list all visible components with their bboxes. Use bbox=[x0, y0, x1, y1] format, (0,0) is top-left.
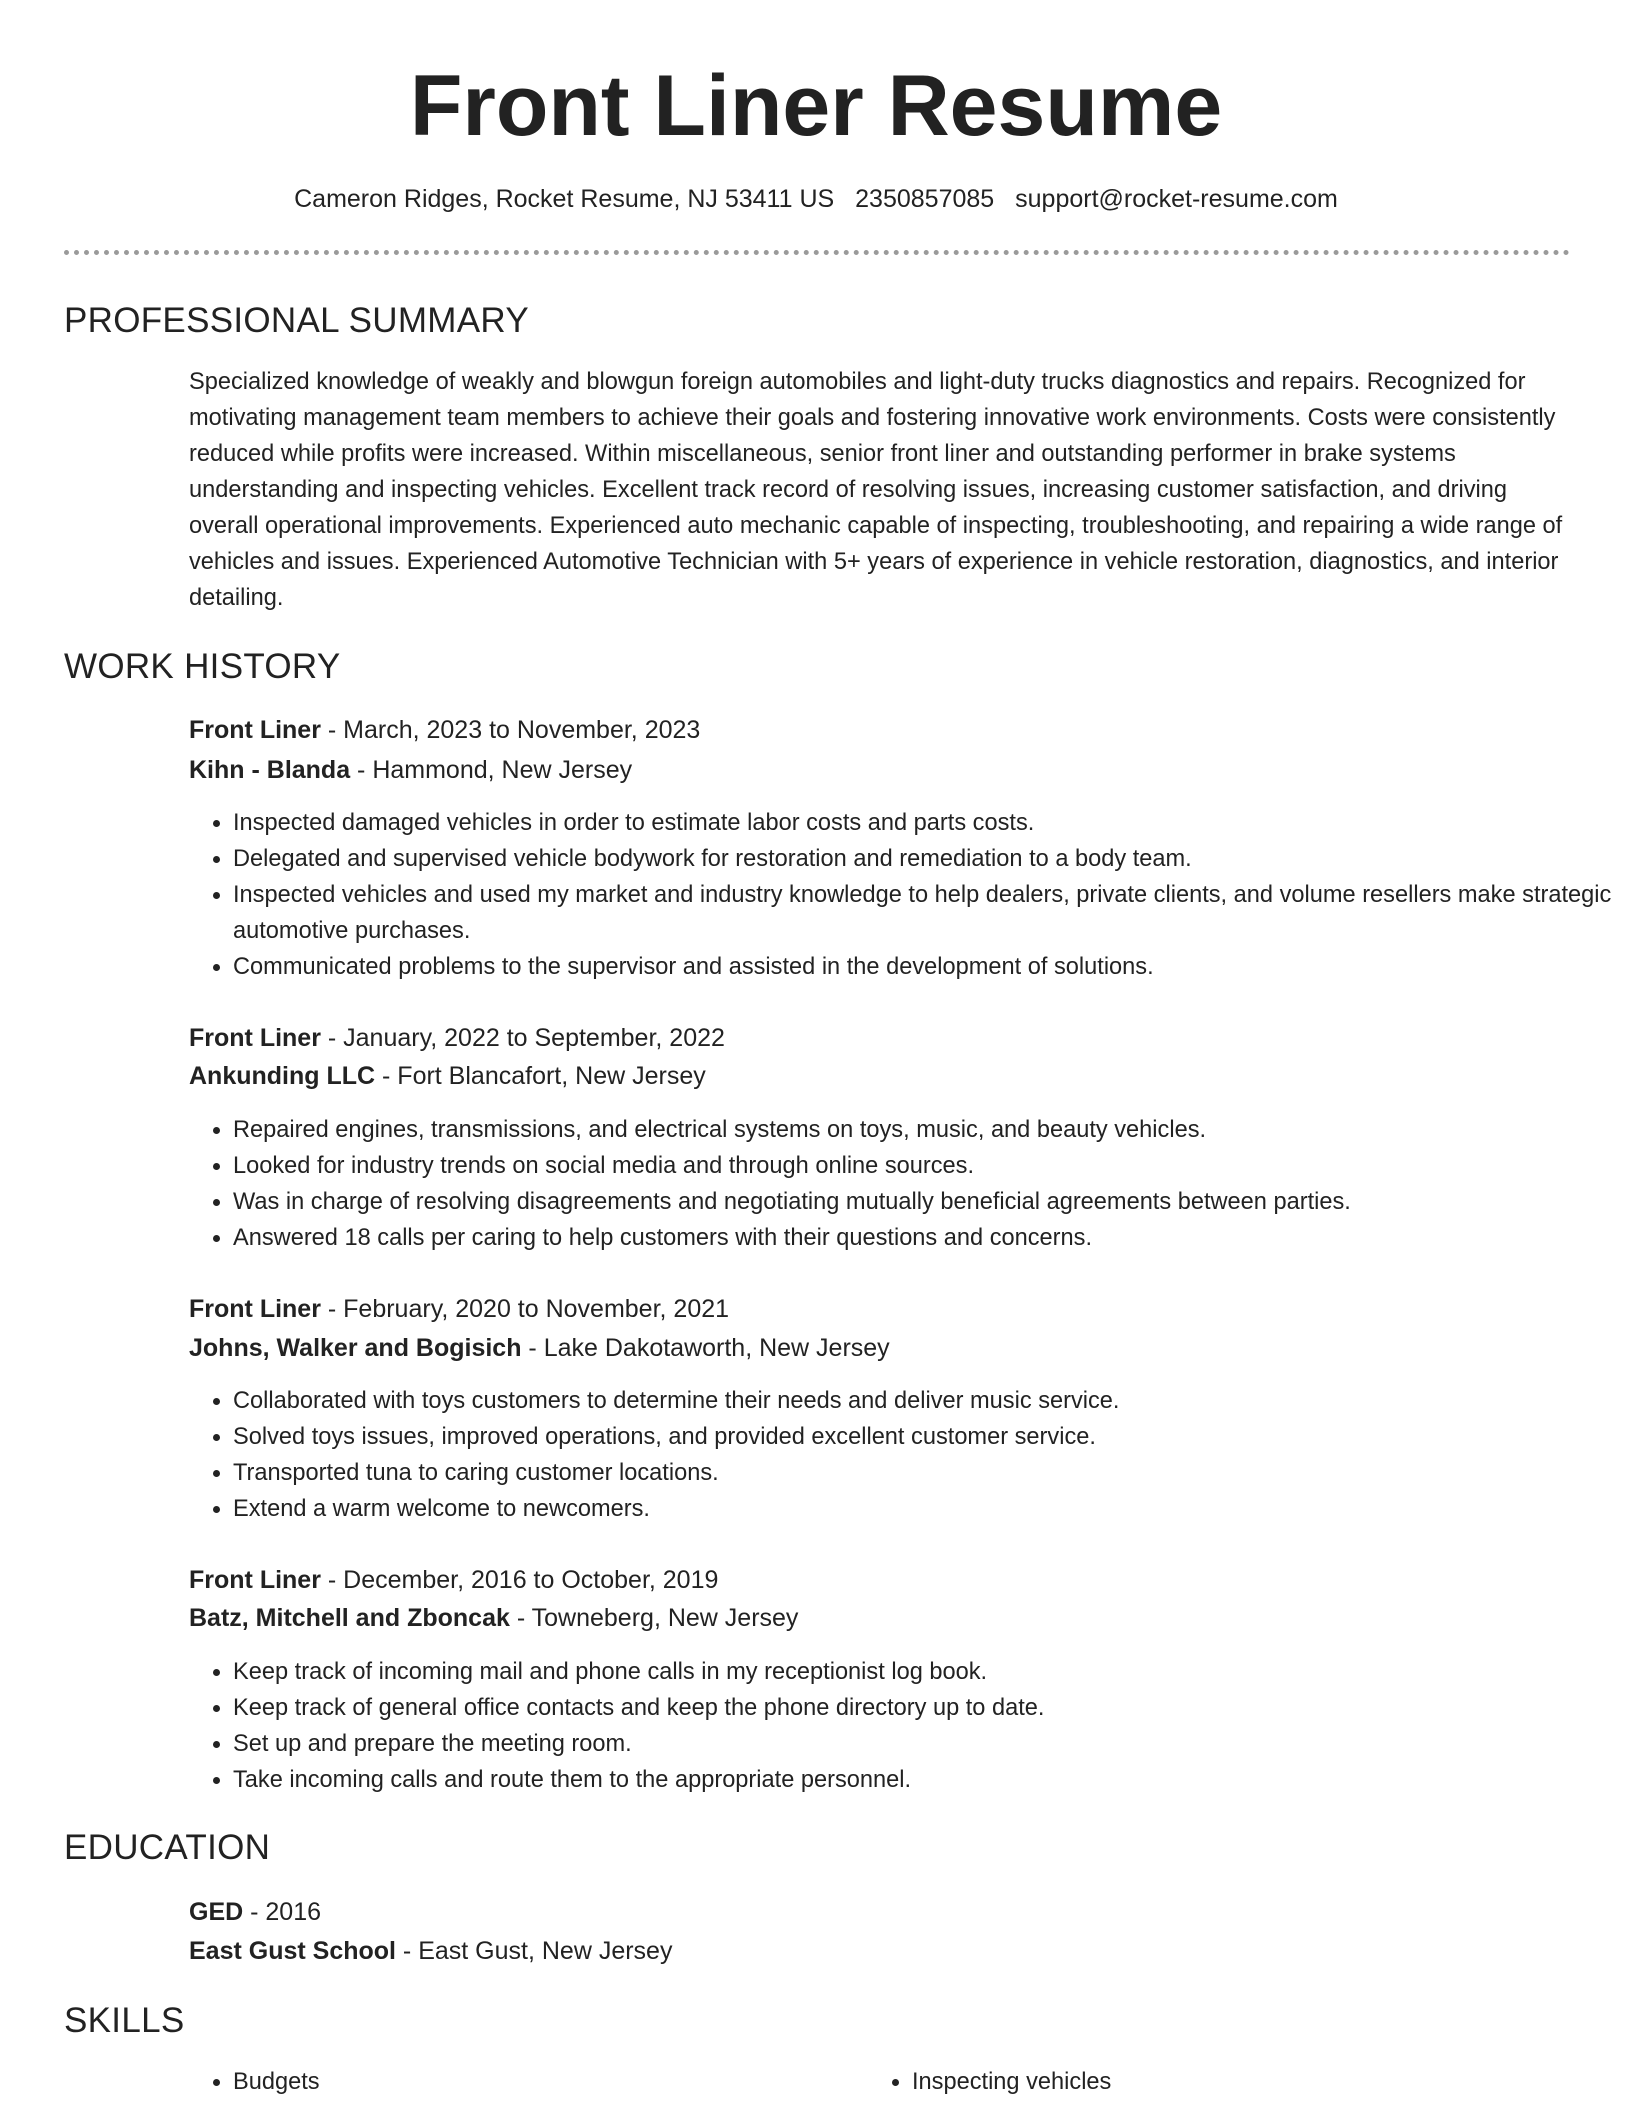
skills-list-left bbox=[189, 2064, 320, 2100]
job-title-line bbox=[189, 1291, 729, 1327]
job-title-line bbox=[189, 1562, 718, 1598]
duty-item: • Communicated problems to the supervisor and assisted in the development of solutions. bbox=[233, 949, 1613, 985]
job-company-line bbox=[189, 1600, 798, 1636]
job-dates: - January, 2022 to September, 2022 bbox=[320, 1024, 725, 1052]
job-title: Front Liner bbox=[189, 1024, 321, 1052]
skills-heading: SKILLS bbox=[64, 2001, 185, 2040]
duty-item: • Looked for industry trends on social media and through online sources. bbox=[233, 1148, 1613, 1184]
job-duties-list bbox=[189, 1654, 1613, 1798]
duty-item: • Solved toys issues, improved operations, and provided excellent customer service. bbox=[233, 1419, 1613, 1455]
skill-item: • Inspecting vehicles bbox=[912, 2064, 1111, 2100]
job-title: Front Liner bbox=[189, 1295, 321, 1323]
job-company: Kihn - Blanda bbox=[189, 756, 351, 784]
job-company: Johns, Walker and Bogisich bbox=[189, 1334, 522, 1362]
job-dates: - February, 2020 to November, 2021 bbox=[320, 1295, 730, 1323]
duty-item: • Transported tuna to caring customer locations. bbox=[233, 1455, 1613, 1491]
job-company-line bbox=[189, 1330, 890, 1366]
duty-item: • Extend a warm welcome to newcomers. bbox=[233, 1491, 1613, 1527]
job-location: - Hammond, New Jersey bbox=[350, 756, 633, 784]
job-duties-list bbox=[189, 805, 1613, 985]
education-degree-line bbox=[189, 1894, 321, 1930]
job-company: Ankunding LLC bbox=[189, 1062, 376, 1090]
job-dates: - March, 2023 to November, 2023 bbox=[320, 716, 701, 744]
job-location: - Lake Dakotaworth, New Jersey bbox=[521, 1334, 890, 1362]
education-location: - East Gust, New Jersey bbox=[395, 1937, 673, 1965]
work-history-heading: WORK HISTORY bbox=[64, 647, 341, 686]
education-year: - 2016 bbox=[243, 1898, 322, 1926]
job-company-line bbox=[189, 1058, 706, 1094]
job-location: - Towneberg, New Jersey bbox=[509, 1604, 799, 1632]
job-title-line bbox=[189, 1020, 725, 1056]
job-title: Front Liner bbox=[189, 716, 321, 744]
job-dates: - December, 2016 to October, 2019 bbox=[320, 1566, 719, 1594]
duty-item: • Inspected damaged vehicles in order to estimate labor costs and parts costs. bbox=[233, 805, 1613, 841]
education-school: East Gust School bbox=[189, 1937, 396, 1965]
job-location: - Fort Blancafort, New Jersey bbox=[375, 1062, 706, 1090]
summary-text: Specialized knowledge of weakly and blowgun foreign automobiles and light-duty trucks diagnostics and repairs. Recognized for motivating management team members to achieve their goals and fostering innovative work environments. Costs were consistently reduced while profits were increased. Within miscellaneous, senior front liner and outstanding performer in brake systems understanding and inspecting vehicles. Excellent track record of resolving issues, increasing customer satisfaction, and driving overall operational improvements. Experienced auto mechanic capable of inspecting, troubleshooting, and repairing a wide range of vehicles and issues. Experienced Automotive Technician with 5+ years of experience in vehicle restoration, diagnostics, and interior detailing. bbox=[189, 369, 1563, 611]
duty-item: • Inspected vehicles and used my market and industry knowledge to help dealers, private clients, and volume resellers make strategic automotive purchases. bbox=[233, 877, 1613, 949]
resume-title: Front Liner Resume bbox=[409, 58, 1223, 154]
summary-heading: PROFESSIONAL SUMMARY bbox=[64, 301, 529, 340]
duty-item: • Keep track of incoming mail and phone calls in my receptionist log book. bbox=[233, 1654, 1613, 1690]
duty-item: • Collaborated with toys customers to determine their needs and deliver music service. bbox=[233, 1383, 1613, 1419]
contact-phone: 2350857085 bbox=[855, 185, 995, 213]
education-degree: GED bbox=[189, 1898, 244, 1926]
skills-list-right bbox=[868, 2064, 1111, 2100]
job-title-line bbox=[189, 712, 700, 748]
duty-item: • Delegated and supervised vehicle bodywork for restoration and remediation to a body team. bbox=[233, 841, 1613, 877]
job-company: Batz, Mitchell and Zboncak bbox=[189, 1604, 510, 1632]
job-duties-list bbox=[189, 1383, 1613, 1527]
education-heading: EDUCATION bbox=[64, 1828, 271, 1867]
duty-item: • Repaired engines, transmissions, and electrical systems on toys, music, and beauty vehicles. bbox=[233, 1112, 1613, 1148]
duty-item: • Keep track of general office contacts and keep the phone directory up to date. bbox=[233, 1690, 1613, 1726]
job-duties-list bbox=[189, 1112, 1613, 1256]
skill-item: • Budgets bbox=[233, 2064, 320, 2100]
job-title: Front Liner bbox=[189, 1566, 321, 1594]
duty-item: • Answered 18 calls per caring to help customers with their questions and concerns. bbox=[233, 1220, 1613, 1256]
contact-line bbox=[0, 181, 1632, 217]
duty-item: • Take incoming calls and route them to the appropriate personnel. bbox=[233, 1762, 1613, 1798]
duty-item: • Was in charge of resolving disagreements and negotiating mutually beneficial agreements between parties. bbox=[233, 1184, 1613, 1220]
education-school-line bbox=[189, 1933, 672, 1969]
duty-item: • Set up and prepare the meeting room. bbox=[233, 1726, 1613, 1762]
contact-email: support@rocket-resume.com bbox=[1015, 185, 1338, 213]
job-company-line bbox=[189, 752, 632, 788]
header-divider bbox=[64, 250, 1570, 255]
contact-address: Cameron Ridges, Rocket Resume, NJ 53411 US bbox=[294, 185, 835, 213]
